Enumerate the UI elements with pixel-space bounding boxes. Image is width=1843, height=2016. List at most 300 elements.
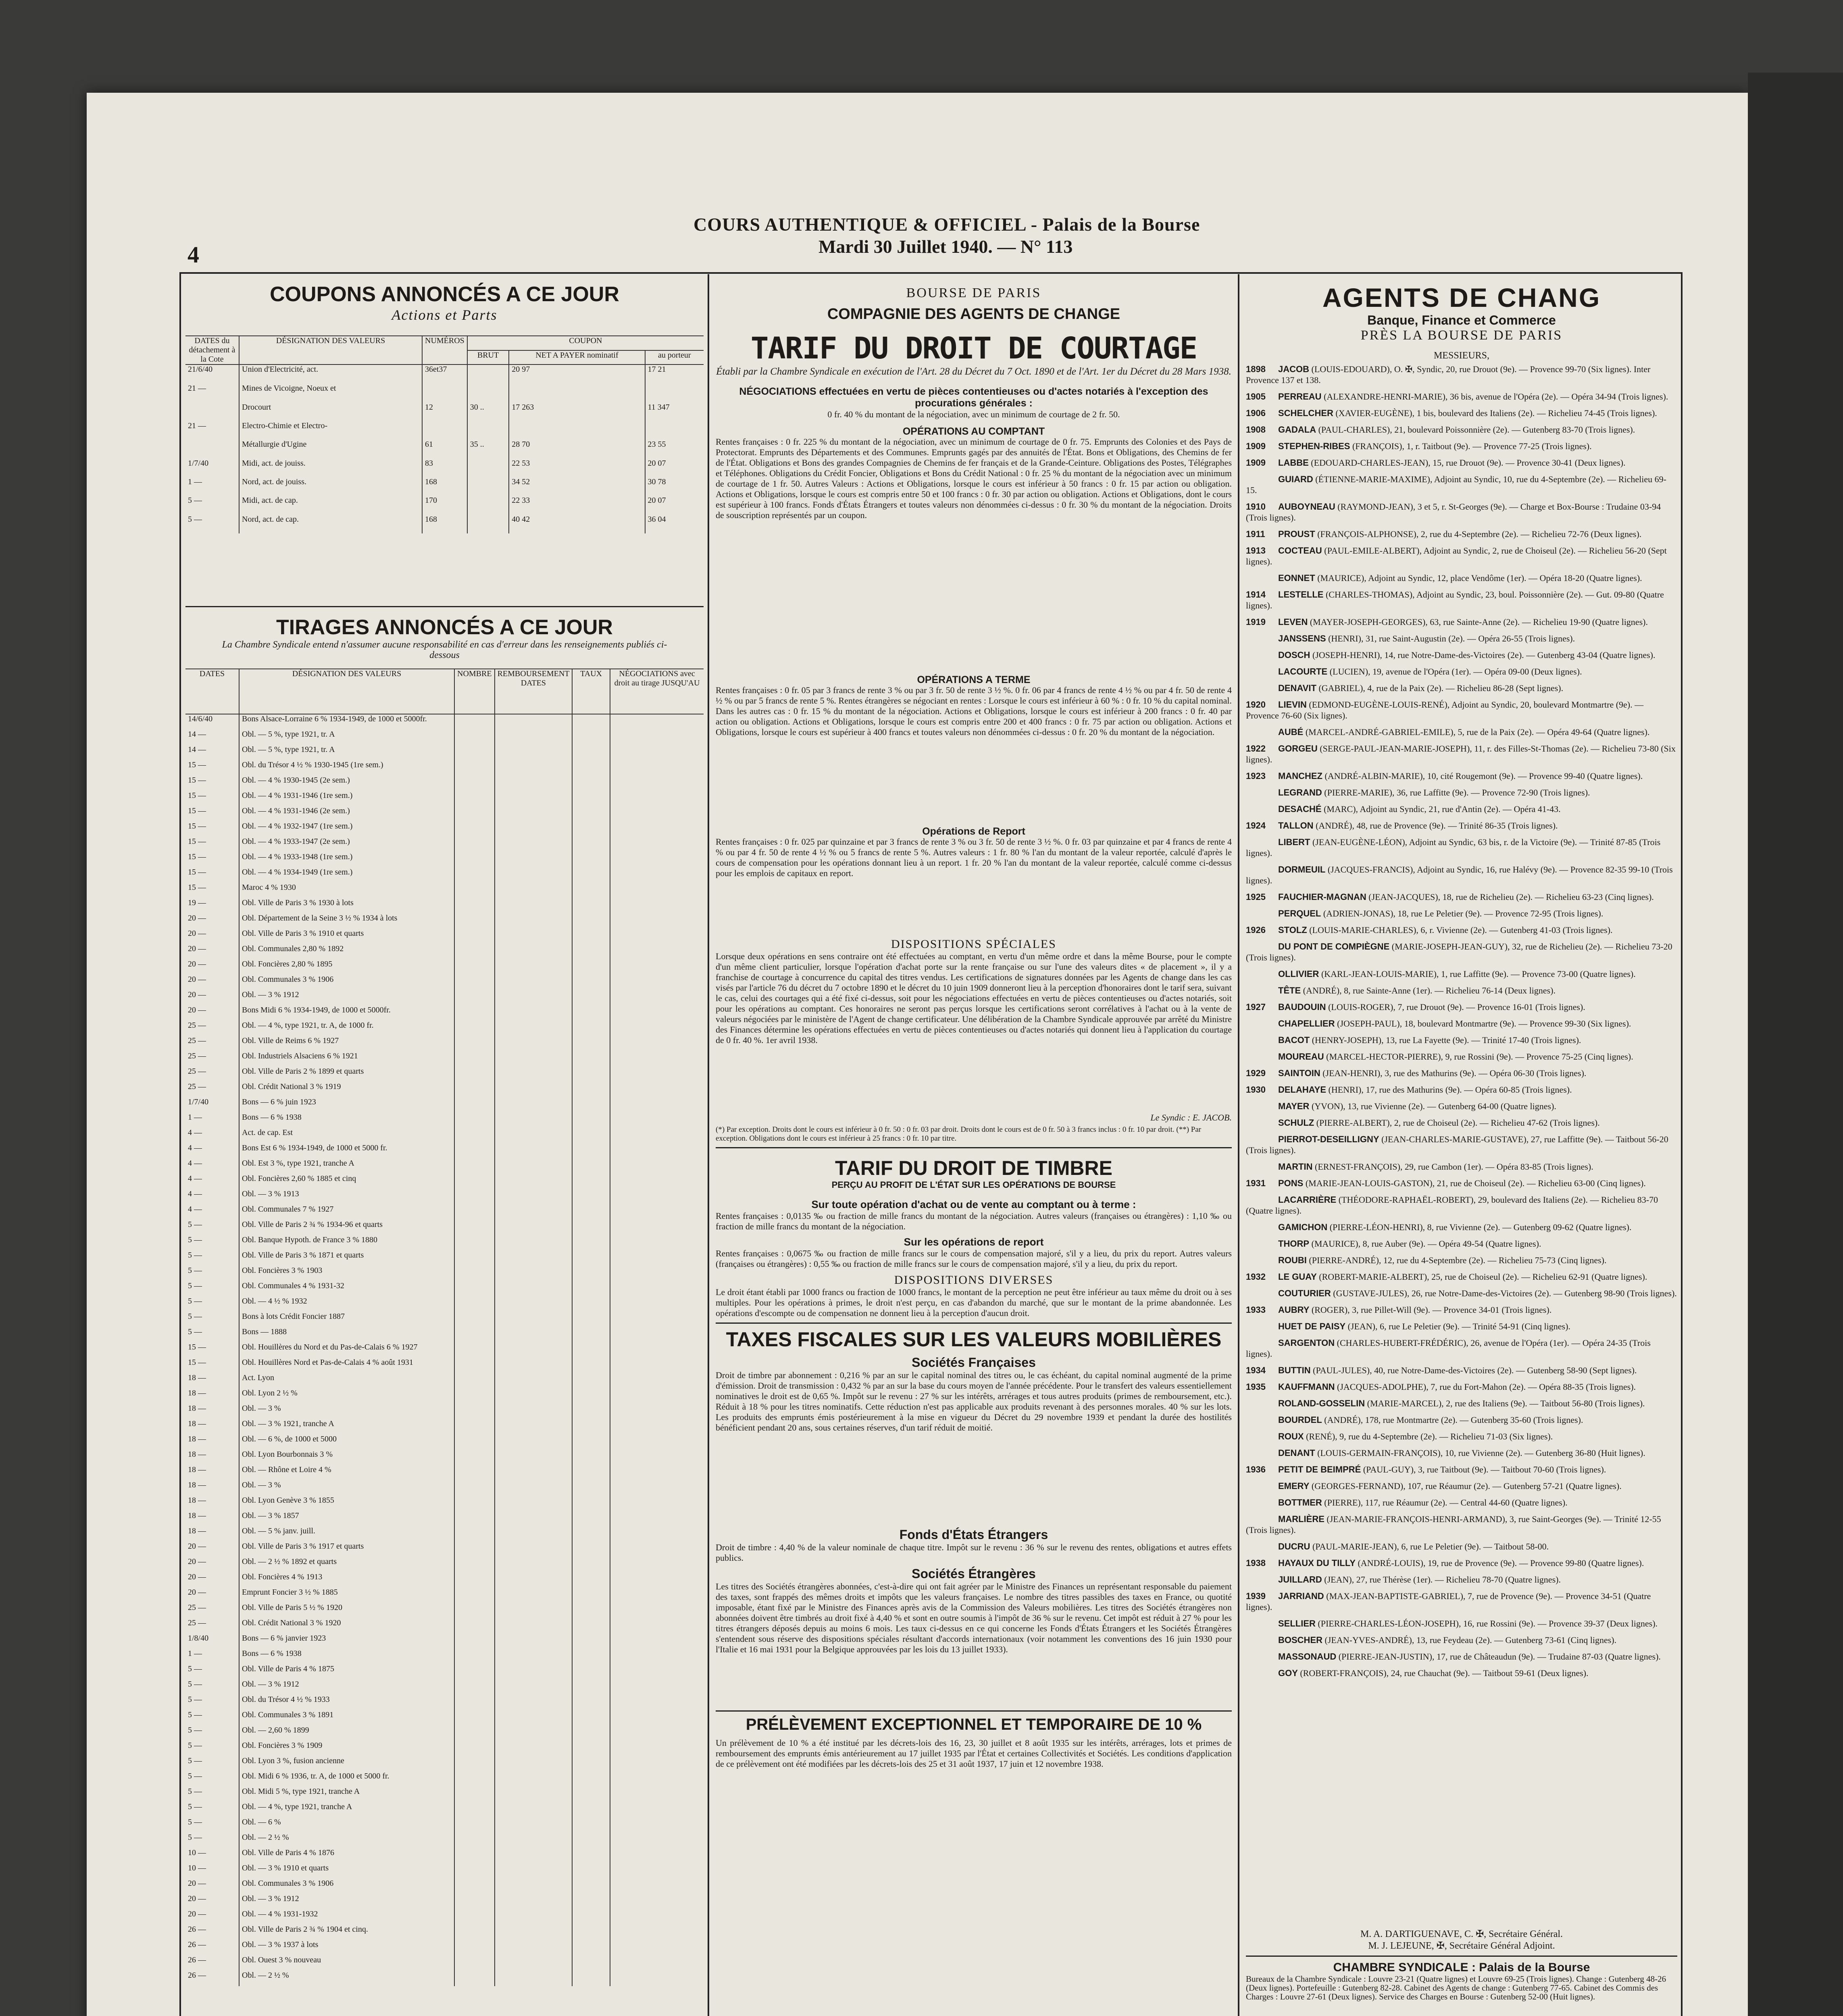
tirage-cell (454, 960, 495, 975)
agent-name: LIEVIN (1278, 700, 1307, 710)
tirage-cell (572, 868, 610, 883)
coupon-cell: Union d'Electricité, act. (239, 364, 422, 384)
comptant-text: Rentes françaises : 0 fr. 225 % du montant de la négociation, avec un minimum de courtage de 0 fr. 75. Emprunts des Colonies et des Pays de Protectorat. Emprunts des Départements et des Communes. Emprunts gagés par des annuités de l'État. Bons et Obligations, des Chemins de fer de l'État. Obligations et Bons des grandes Compagnies de Chemins de fer français et de la Grande-Ceinture. Obligations des Postes, Télégraphes et Téléphones. Obligations du Crédit Foncier, Obligations et Bons du Crédit National : 0 fr. 25 % du montant de la négociation avec un minimum de courtage de 1 fr. 50. Autres Valeurs : Actions et Obligations, lorsque le cours est inférieur à 50 francs : 0 fr. 15 par action ou obligation. Actions et Obligations, lorsque le cours est compris entre 50 et 100 francs : 0 fr. 30 par action ou obligation. Actions et Obligations, dont le cours est supérieur à 100 francs. Fonds d'États Étrangers et toutes valeurs non dénommées ci-dessus : 0 fr. 30 % du montant de la négociation. Droits de souscription représentés par un coupon. (716, 437, 1232, 520)
agent-details: (MARIE-JOSEPH-JEAN-GUY), 32, rue de Richelieu (2e). — Richelieu 73-20 (Trois lignes). (1246, 941, 1672, 962)
tirage-cell (454, 1971, 495, 1986)
tirage-cell (610, 1726, 704, 1741)
agent-entry (1246, 925, 1677, 935)
agent-year: 1925 (1246, 892, 1266, 902)
tirage-row (185, 1481, 704, 1496)
tirage-cell (610, 1266, 704, 1281)
tirage-cell (495, 1542, 573, 1557)
agent-name: SARGENTON (1278, 1338, 1335, 1348)
coupon-cell (185, 403, 239, 421)
agent-entry (1246, 820, 1677, 831)
tirage-cell: 4 — (188, 1159, 202, 1168)
tirage-cell (610, 1741, 704, 1756)
tirage-row (185, 1726, 704, 1741)
agent-year: 1906 (1246, 408, 1266, 418)
middle-column (716, 274, 1232, 2016)
tirage-cell: Obl. — 4 % 1933-1948 (1re sem.) (239, 852, 454, 868)
agent-name: JANSSENS (1278, 633, 1326, 644)
tirage-cell: Obl. Houillères Nord et Pas-de-Calais 4 % août 1931 (239, 1358, 454, 1373)
tirage-cell (454, 1006, 495, 1021)
agent-name: EMERY (1278, 1481, 1310, 1491)
tirage-row (185, 1450, 704, 1465)
tirage-row (185, 1649, 704, 1664)
agent-year: 1929 (1246, 1068, 1266, 1078)
agent-entry (1246, 1035, 1677, 1045)
tirage-cell: 4 — (188, 1128, 202, 1137)
coupon-cell: 21 — (188, 384, 206, 393)
tirage-cell (610, 1113, 704, 1128)
tirage-cell: Obl. — 3 % 1913 (239, 1189, 454, 1205)
agent-name: GOY (1278, 1668, 1298, 1678)
tirage-cell: Obl. — 3 % (239, 1481, 454, 1496)
coupon-cell: 17 263 (509, 403, 645, 421)
tirage-cell (454, 1925, 495, 1940)
tirage-cell (610, 1358, 704, 1373)
agent-name: SCHULZ (1278, 1118, 1314, 1128)
coupon-cell: 1/7/40 (188, 458, 209, 468)
tirage-cell: Obl. Ville de Paris 2 ¾ % 1904 et cinq. (239, 1925, 454, 1940)
tirage-cell: 5 — (188, 1710, 202, 1719)
tirage-cell (572, 1159, 610, 1174)
tirage-cell: 18 — (188, 1419, 206, 1428)
agent-entry (1246, 364, 1677, 385)
tirage-cell (610, 1496, 704, 1511)
tirage-cell (572, 898, 610, 914)
tirage-cell: Obl. Département de la Seine 3 ½ % 1934 à lots (239, 914, 454, 929)
coupon-cell (422, 421, 467, 440)
agent-year: 1923 (1246, 771, 1266, 781)
tirage-cell: Obl. — 4 % 1931-1946 (1re sem.) (239, 791, 454, 806)
agent-name: DELAHAYE (1278, 1085, 1326, 1095)
tirage-cell (495, 1067, 573, 1082)
agent-details: (RAYMOND-JEAN), 3 et 5, r. St-Georges (9e). — Charge et Box-Bourse : Trudaine 03-94 (Trois lignes). (1246, 502, 1661, 523)
agent-details: (PIERRE-MARIE), 36, rue Laffitte (9e). — Provence 72-90 (Trois lignes). (1324, 787, 1590, 798)
agent-entry (1246, 1514, 1677, 1535)
tirage-cell (572, 1925, 610, 1940)
agent-entry (1246, 804, 1677, 814)
tirage-cell (495, 1588, 573, 1603)
agent-entry (1246, 1365, 1677, 1376)
societes-francaises-text: Droit de timbre par abonnement : 0,216 % par an sur le capital nominal des titres ou, le cas échéant, du capital nominal augmenté de la prime d'émission. Droit de transmission : 0,432 % par an sur la base du cours moyen de l'année précédente. Pour le transfert des valeurs essentiellement nominatives le droit est de 0,65 %. Impôt sur le revenu : 27 % sur les intérêts, arrérages et tous autres produits (primes de remboursement, etc.). Réduit à 18 % pour les titres nominatifs. Cette réduction n'est pas applicable aux produits revenant à des personnes morales. 40 % sur les lots. Les produits des emprunts émis postérieurement à la mise en vigueur du Décret du 29 novembre 1939 et pendant la durée des hostilités bénéficient pendant 20 ans, sous certaines réserves, d'un tarif réduit de moitié. (716, 1370, 1232, 1433)
tirage-cell: Obl. — 5 %, type 1921, tr. A (239, 730, 454, 745)
tirage-cell: 15 — (188, 822, 206, 831)
tirage-cell (495, 1527, 573, 1542)
tirage-cell (572, 1006, 610, 1021)
agent-details: (GUSTAVE-JULES), 26, rue Notre-Dame-des-Victoires (2e). — Gutenberg 98-90 (Trois lignes). (1333, 1288, 1677, 1298)
tirage-cell: Obl. Foncières 4 % 1913 (239, 1572, 454, 1588)
tirage-cell (610, 1603, 704, 1618)
agent-name: PROUST (1278, 529, 1315, 539)
agent-details: (PIERRE-ANDRÉ), 12, rue du 4-Septembre (2e). — Richelieu 75-73 (Cinq lignes). (1309, 1255, 1607, 1265)
tirage-cell (454, 791, 495, 806)
tirage-row (185, 1588, 704, 1603)
tirage-cell (610, 1588, 704, 1603)
tirage-cell (454, 1036, 495, 1052)
tirage-row (185, 1756, 704, 1772)
tirage-cell: 19 — (188, 898, 206, 907)
tirage-cell (454, 1404, 495, 1419)
tirage-cell (495, 1710, 573, 1726)
tirage-row (185, 1848, 704, 1864)
tirage-cell: Bons — 6 % juin 1923 (239, 1098, 454, 1113)
agent-name: COUTURIER (1278, 1288, 1331, 1298)
tirage-cell (610, 822, 704, 837)
agent-year: 1935 (1246, 1382, 1266, 1392)
coupon-cell: 21 — (188, 421, 206, 430)
tirage-cell (454, 914, 495, 929)
tirage-cell (495, 944, 573, 960)
tirage-cell (495, 1572, 573, 1588)
tirage-cell (495, 868, 573, 883)
tirage-cell: Obl. Ville de Paris 2 % 1899 et quarts (239, 1067, 454, 1082)
tirage-cell: Obl. Lyon Genève 3 % 1855 (239, 1496, 454, 1511)
tirage-cell (572, 1557, 610, 1572)
agent-entry (1246, 1068, 1677, 1079)
agent-entry (1246, 1255, 1677, 1266)
tirage-cell (495, 975, 573, 990)
tirage-row (185, 852, 704, 868)
agent-details: (JEAN-HENRI), 3, rue des Mathurins (9e). — Opéra 06-30 (Trois lignes). (1322, 1068, 1587, 1078)
tirage-row (185, 1680, 704, 1695)
tirage-cell (610, 1802, 704, 1818)
tirage-cell (572, 1143, 610, 1159)
tirage-cell (454, 760, 495, 776)
fonds-etats-text: Droit de timbre : 4,40 % de la valeur nominale de chaque titre. Impôt sur le revenu : 36 % sur le revenu des rentes, obligations et autres effets publics. (716, 1542, 1232, 1563)
agent-details: (JACQUES-FRANCIS), Adjoint au Syndic, 16, rue Halévy (9e). — Provence 82-35 99-10 (Trois lignes). (1246, 864, 1673, 885)
tirage-cell: Obl. Communales 2,80 % 1892 (239, 944, 454, 960)
tirage-cell (454, 1327, 495, 1343)
agent-entry (1246, 457, 1677, 468)
tirage-cell (495, 1848, 573, 1864)
agent-name: LESTELLE (1278, 589, 1324, 600)
agent-entry (1246, 1497, 1677, 1508)
coupon-cell: 11 347 (645, 403, 704, 421)
tirage-row (185, 1373, 704, 1389)
tirage-cell (454, 868, 495, 883)
tirage-cell (454, 1496, 495, 1511)
tirage-cell (610, 1052, 704, 1067)
tirage-cell (495, 1925, 573, 1940)
tirage-cell (610, 1036, 704, 1052)
tirage-cell (572, 776, 610, 791)
tirage-cell (572, 1297, 610, 1312)
agent-details: (GABRIEL), 4, rue de la Paix (2e). — Richelieu 86-28 (Sept lignes). (1318, 683, 1564, 693)
tirage-cell: 26 — (188, 1940, 206, 1949)
tirage-cell (495, 730, 573, 745)
coupon-cell: 21/6/40 (188, 365, 213, 374)
tirage-cell: 5 — (188, 1680, 202, 1689)
tirage-cell: Obl. — 3 % 1921, tranche A (239, 1419, 454, 1435)
agent-name: HUET DE PAISY (1278, 1321, 1346, 1331)
tirage-cell: 20 — (188, 990, 206, 999)
agent-name: GADALA (1278, 425, 1316, 435)
tirage-cell: Obl. — 3 % 1912 (239, 990, 454, 1006)
coupon-cell: 5 — (188, 514, 202, 524)
agent-details: (LUCIEN), 19, avenue de l'Opéra (1er). — Opéra 09-00 (Deux lignes). (1329, 666, 1582, 677)
societes-etrangeres-text: Les titres des Sociétés étrangères abonnées, c'est-à-dire qui ont fait agréer par le Ministre des Finances un représentant responsable du paiement des taxes, sont frappés des mêmes droits et impôts que les valeurs françaises. Le nombre des titres passibles des taxes en France, ou quotité imposable, étant fixé par le Ministre des Finances après avis de la Commission des Valeurs mobilières. Les titres des Sociétés étrangères non abonnées doivent être timbrés au droit fixé à 4,40 % et sont en outre soumis à l'impôt de 36 % sur le revenu. Cet impôt est réduit à 27 % pour les titres étrangers déposés depuis au moins 6 mois. Les taux ci-dessus en ce qui concerne les Fonds d'États Étrangers et les Sociétés Étrangères s'entendent sous réserve des dispositions spéciales résultant d'accords internationaux (voir notamment les conventions des 16 juin 1930 pour l'Italie et 16 mai 1931 pour la Belgique approuvées par les lois du 13 juillet 1933). (716, 1581, 1232, 1654)
tirage-cell (454, 990, 495, 1006)
tirage-row (185, 1220, 704, 1235)
tirage-cell: Obl. Midi 5 %, type 1921, tranche A (239, 1787, 454, 1802)
coupons-subtitle: Actions et Parts (392, 307, 498, 323)
coupon-cell (467, 496, 509, 514)
agent-entry (1246, 908, 1677, 919)
tirage-cell (454, 1481, 495, 1496)
agent-details: (THÉODORE-RAPHAËL-ROBERT), 29, boulevard des Italiens (2e). — Richelieu 83-70 (Quatre lignes). (1246, 1195, 1658, 1216)
tirage-cell (610, 975, 704, 990)
coupon-cell (467, 421, 509, 440)
tirage-cell (572, 914, 610, 929)
agent-entry (1246, 968, 1677, 979)
agent-entry (1246, 1447, 1677, 1458)
tirage-row (185, 1143, 704, 1159)
agent-entry (1246, 1271, 1677, 1282)
tirage-cell (572, 1542, 610, 1557)
tirage-cell: 5 — (188, 1741, 202, 1750)
tirage-cell: Obl. Industriels Alsaciens 6 % 1921 (239, 1052, 454, 1067)
agent-name: PERQUEL (1278, 908, 1321, 918)
tirage-cell: Obl. du Trésor 4 ½ % 1933 (239, 1695, 454, 1710)
tirage-cell: 15 — (188, 760, 206, 769)
agent-entry (1246, 985, 1677, 996)
tirage-cell: Obl. — 2 ½ % (239, 1971, 454, 1986)
agent-entry (1246, 787, 1677, 798)
tirage-cell (572, 1634, 610, 1649)
coupon-cell (645, 421, 704, 440)
tirage-cell: 18 — (188, 1373, 206, 1382)
column-divider-right (1238, 274, 1239, 2016)
tirages-col-designation: DÉSIGNATION DES VALEURS (239, 669, 454, 714)
agent-entry (1246, 1178, 1677, 1189)
tirage-cell (495, 776, 573, 791)
tirage-cell: 18 — (188, 1496, 206, 1505)
agent-entry (1246, 589, 1677, 611)
tirage-cell (572, 1373, 610, 1389)
tirage-cell (610, 960, 704, 975)
tirage-cell: 5 — (188, 1297, 202, 1306)
tirage-cell (495, 1787, 573, 1802)
coupon-row (185, 459, 704, 477)
agent-name: HAYAUX DU TILLY (1278, 1558, 1356, 1568)
coupon-cell (185, 440, 239, 458)
tirage-cell (572, 1772, 610, 1787)
agent-entry (1246, 1117, 1677, 1128)
tirage-cell (454, 714, 495, 730)
tirage-cell (610, 1389, 704, 1404)
agent-details: (HENRI), 17, rue des Mathurins (9e). — Opéra 60-85 (Trois lignes). (1328, 1085, 1572, 1095)
section-rule (716, 1710, 1232, 1712)
tirage-cell (572, 975, 610, 990)
agent-year: 1933 (1246, 1305, 1266, 1315)
tirage-row (185, 760, 704, 776)
tirage-cell (610, 1450, 704, 1465)
coupon-cell: Mines de Vicoigne, Noeux et (239, 384, 422, 402)
tirage-row (185, 1511, 704, 1527)
tirage-cell (610, 1419, 704, 1435)
tirage-row (185, 883, 704, 898)
coupon-cell: 17 21 (645, 364, 704, 384)
tirage-cell (610, 1894, 704, 1910)
tirage-row (185, 898, 704, 914)
tirage-cell (454, 1557, 495, 1572)
tirage-row (185, 1404, 704, 1419)
tirage-cell (454, 1281, 495, 1297)
tirage-cell (454, 1664, 495, 1680)
agent-details: (MAYER-JOSEPH-GEORGES), 63, rue Sainte-Anne (2e). — Richelieu 19-90 (Quatre lignes). (1310, 617, 1648, 627)
tirage-cell: 5 — (188, 1312, 202, 1321)
tirage-cell: Obl. Crédit National 3 % 1920 (239, 1618, 454, 1634)
agent-year: 1909 (1246, 458, 1266, 468)
tirage-cell (572, 1879, 610, 1894)
tirage-cell (610, 1098, 704, 1113)
tirage-cell (454, 1618, 495, 1634)
tirage-row (185, 1128, 704, 1143)
tirage-cell (572, 1281, 610, 1297)
tirage-cell: 5 — (188, 1251, 202, 1260)
agent-details: (ADRIEN-JONAS), 18, rue Le Peletier (9e). — Provence 72-95 (Trois lignes). (1323, 908, 1604, 918)
tirage-cell: Obl. Ville de Paris 3 % 1910 et quarts (239, 929, 454, 944)
tirage-cell: Obl. Banque Hypoth. de France 3 % 1880 (239, 1235, 454, 1251)
tirage-row (185, 1741, 704, 1756)
tirage-cell: 25 — (188, 1052, 206, 1060)
agent-year: 1927 (1246, 1002, 1266, 1012)
tirage-cell: 5 — (188, 1787, 202, 1796)
syndic-signature: Le Syndic : E. JACOB. (1150, 1112, 1232, 1123)
agent-entry (1246, 1194, 1677, 1216)
tirage-cell (610, 1235, 704, 1251)
agent-details: (JEAN), 27, rue Thérèse (1er). — Richelieu 78-70 (Quatre lignes). (1324, 1574, 1561, 1585)
tirage-cell (610, 1971, 704, 1986)
tirage-cell: 20 — (188, 975, 206, 984)
tirage-cell (572, 1343, 610, 1358)
tirage-cell: Bons Alsace-Lorraine 6 % 1934-1949, de 1000 et 5000fr. (239, 714, 454, 730)
tirage-cell (454, 883, 495, 898)
tirage-row (185, 1343, 704, 1358)
agent-name: JARRIAND (1278, 1591, 1324, 1601)
tirage-cell (572, 1067, 610, 1082)
coupon-cell (467, 364, 509, 384)
tirage-cell (454, 1251, 495, 1266)
tirage-cell: Obl. — 4 % 1932-1947 (1re sem.) (239, 822, 454, 837)
coupon-row (185, 496, 704, 514)
tirage-cell: 20 — (188, 1542, 206, 1551)
masthead-title: COURS AUTHENTIQUE & OFFICIEL - Palais de la Bourse (693, 214, 1200, 235)
agents-subtitle: Banque, Finance et Commerce (1367, 313, 1556, 327)
agent-details: (PIERRE-CHARLES-LÉON-JOSEPH), 16, rue Rossini (9e). — Provence 39-37 (Deux lignes). (1318, 1618, 1658, 1629)
reports-heading: Sur les opérations de report (904, 1236, 1044, 1248)
section-rule (185, 606, 704, 607)
tirage-cell: Act. Lyon (239, 1373, 454, 1389)
tirage-row (185, 1925, 704, 1940)
tirage-cell (495, 1557, 573, 1572)
tirage-cell: 5 — (188, 1327, 202, 1336)
tirage-cell (572, 1358, 610, 1373)
tirage-row (185, 1910, 704, 1925)
tirage-cell (454, 1067, 495, 1082)
tirage-cell: 1 — (188, 1649, 202, 1658)
agent-name: JACOB (1278, 364, 1310, 374)
tirage-row (185, 1496, 704, 1511)
tirage-cell: 20 — (188, 1006, 206, 1014)
tirage-row (185, 1419, 704, 1435)
tirage-cell (495, 837, 573, 852)
tirage-cell (572, 1894, 610, 1910)
tirage-cell (454, 1802, 495, 1818)
masthead-date: Mardi 30 Juillet 1940. — N° 113 (818, 236, 1073, 257)
agent-details: (ANDRÉ-ALBIN-MARIE), 10, cité Rougemont (9e). — Provence 99-40 (Quatre lignes). (1324, 771, 1643, 781)
coupon-cell: Nord, act. de jouiss. (239, 477, 422, 496)
tirage-cell: 5 — (188, 1235, 202, 1244)
agent-name: AUBOYNEAU (1278, 502, 1335, 512)
agent-year: 1910 (1246, 502, 1266, 512)
tirage-cell (610, 1128, 704, 1143)
tirage-cell: 5 — (188, 1695, 202, 1704)
agent-entry (1246, 545, 1677, 567)
tirage-cell: 5 — (188, 1802, 202, 1811)
agent-entry (1246, 1398, 1677, 1409)
tirage-row (185, 1358, 704, 1373)
tirage-cell (495, 1772, 573, 1787)
tirage-row (185, 791, 704, 806)
tirage-cell (610, 1572, 704, 1588)
agent-name: DUCRU (1278, 1541, 1310, 1552)
tirage-row (185, 1864, 704, 1879)
tirage-cell: Obl. — 3 % 1912 (239, 1680, 454, 1695)
tirage-cell (610, 730, 704, 745)
agent-name: DOSCH (1278, 650, 1310, 660)
agent-details: (MARIE-JEAN-LOUIS-GASTON), 21, rue de Choiseul (2e). — Richelieu 63-00 (Cinq lignes). (1305, 1178, 1646, 1188)
tirage-cell: Obl. Lyon Bourbonnais 3 % (239, 1450, 454, 1465)
tirage-cell (572, 1864, 610, 1879)
tirage-cell (610, 1557, 704, 1572)
coupons-col-designation: DÉSIGNATION DES VALEURS (239, 336, 422, 364)
tirage-cell (495, 914, 573, 929)
tirage-row (185, 1772, 704, 1787)
tirage-cell (572, 1787, 610, 1802)
agent-details: (JEAN-YVES-ANDRÉ), 13, rue Feydeau (2e). — Gutenberg 73-61 (Cinq lignes). (1324, 1635, 1617, 1645)
tirage-cell: 15 — (188, 837, 206, 846)
agent-details: (XAVIER-EUGÈNE), 1 bis, boulevard des Italiens (2e). — Richelieu 74-45 (Trois lignes). (1335, 408, 1657, 418)
tirage-cell (572, 1971, 610, 1986)
tirage-cell: 5 — (188, 1726, 202, 1735)
agent-details: (JEAN-EUGÈNE-LÉON), Adjoint au Syndic, 63 bis, r. de la Victoire (9e). — Trinité 87-85 (Trois lignes). (1246, 837, 1661, 858)
tirage-cell: 5 — (188, 1818, 202, 1826)
tirage-cell (495, 1327, 573, 1343)
tirage-cell (454, 1940, 495, 1956)
agent-entry (1246, 1414, 1677, 1425)
tirage-cell: 15 — (188, 776, 206, 785)
tirage-cell: Bons — 1888 (239, 1327, 454, 1343)
tirage-cell (495, 1680, 573, 1695)
tirage-cell (572, 1419, 610, 1435)
agent-entry (1246, 1134, 1677, 1156)
tirage-cell (454, 1174, 495, 1189)
tirage-row (185, 1235, 704, 1251)
tirage-cell (572, 1450, 610, 1465)
tirage-cell (495, 745, 573, 760)
tirage-row (185, 914, 704, 929)
agent-year: 1908 (1246, 425, 1266, 435)
tirage-cell: 15 — (188, 791, 206, 800)
tirage-row (185, 1036, 704, 1052)
tirage-row (185, 1542, 704, 1557)
tirage-cell: Obl. — 4 % 1931-1946 (2e sem.) (239, 806, 454, 822)
timbre-title: TARIF DU DROIT DE TIMBRE (835, 1157, 1112, 1179)
